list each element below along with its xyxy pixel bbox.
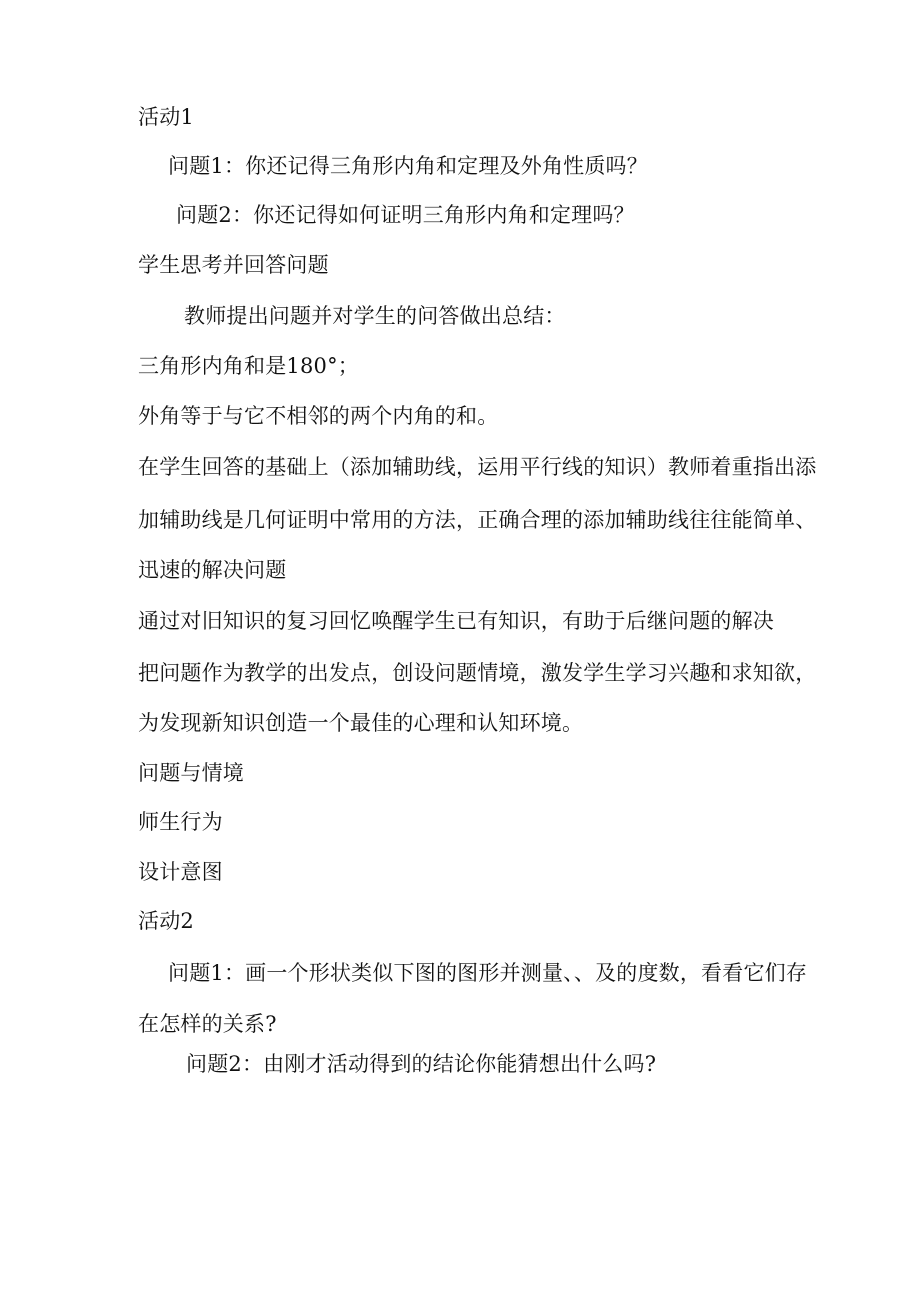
teacher-summary-intro: 教师提出问题并对学生的问答做出总结： [184, 304, 566, 328]
table-header-teacher-student-behavior: 师生行为 [138, 810, 223, 834]
activity-1-heading: 活动1 [138, 105, 194, 129]
activity-2-question-2: 问题2：由刚才活动得到的结论你能猜想出什么吗? [186, 1052, 657, 1076]
angle-sum-line: 三角形内角和是180°； [138, 354, 359, 378]
question-2-text: 问题2：你还记得如何证明三角形内角和定理吗？ [176, 203, 635, 227]
body-paragraph-line-3: 迅速的解决问题 [138, 558, 287, 582]
body-paragraph-line-1: 在学生回答的基础上（添加辅助线，运用平行线的知识）教师着重指出添 [138, 455, 817, 479]
exterior-angle-line: 外角等于与它不相邻的两个内角的和。 [138, 404, 499, 428]
table-header-design-intent: 设计意图 [138, 860, 223, 884]
activity-2-question-1-line-2: 在怎样的关系? [138, 1012, 277, 1036]
table-header-problem-situation: 问题与情境 [138, 761, 244, 785]
design-intent-line-1: 通过对旧知识的复习回忆唤醒学生已有知识，有助于后继问题的解决 [138, 609, 774, 633]
question-1-text: 问题1：你还记得三角形内角和定理及外角性质吗？ [168, 154, 648, 178]
student-response-line: 学生思考并回答问题 [138, 253, 329, 277]
design-intent-line-2: 把问题作为教学的出发点，创设问题情境，激发学生学习兴趣和求知欲， [138, 661, 817, 685]
design-intent-line-3: 为发现新知识创造一个最佳的心理和认知环境。 [138, 711, 584, 735]
activity-2-heading: 活动2 [138, 909, 194, 933]
activity-2-question-1-line-1: 问题1：画一个形状类似下图的图形并测量、、及的度数，看看它们存 [168, 961, 808, 985]
body-paragraph-line-2: 加辅助线是几何证明中常用的方法，正确合理的添加辅助线往往能简单、 [138, 508, 817, 532]
